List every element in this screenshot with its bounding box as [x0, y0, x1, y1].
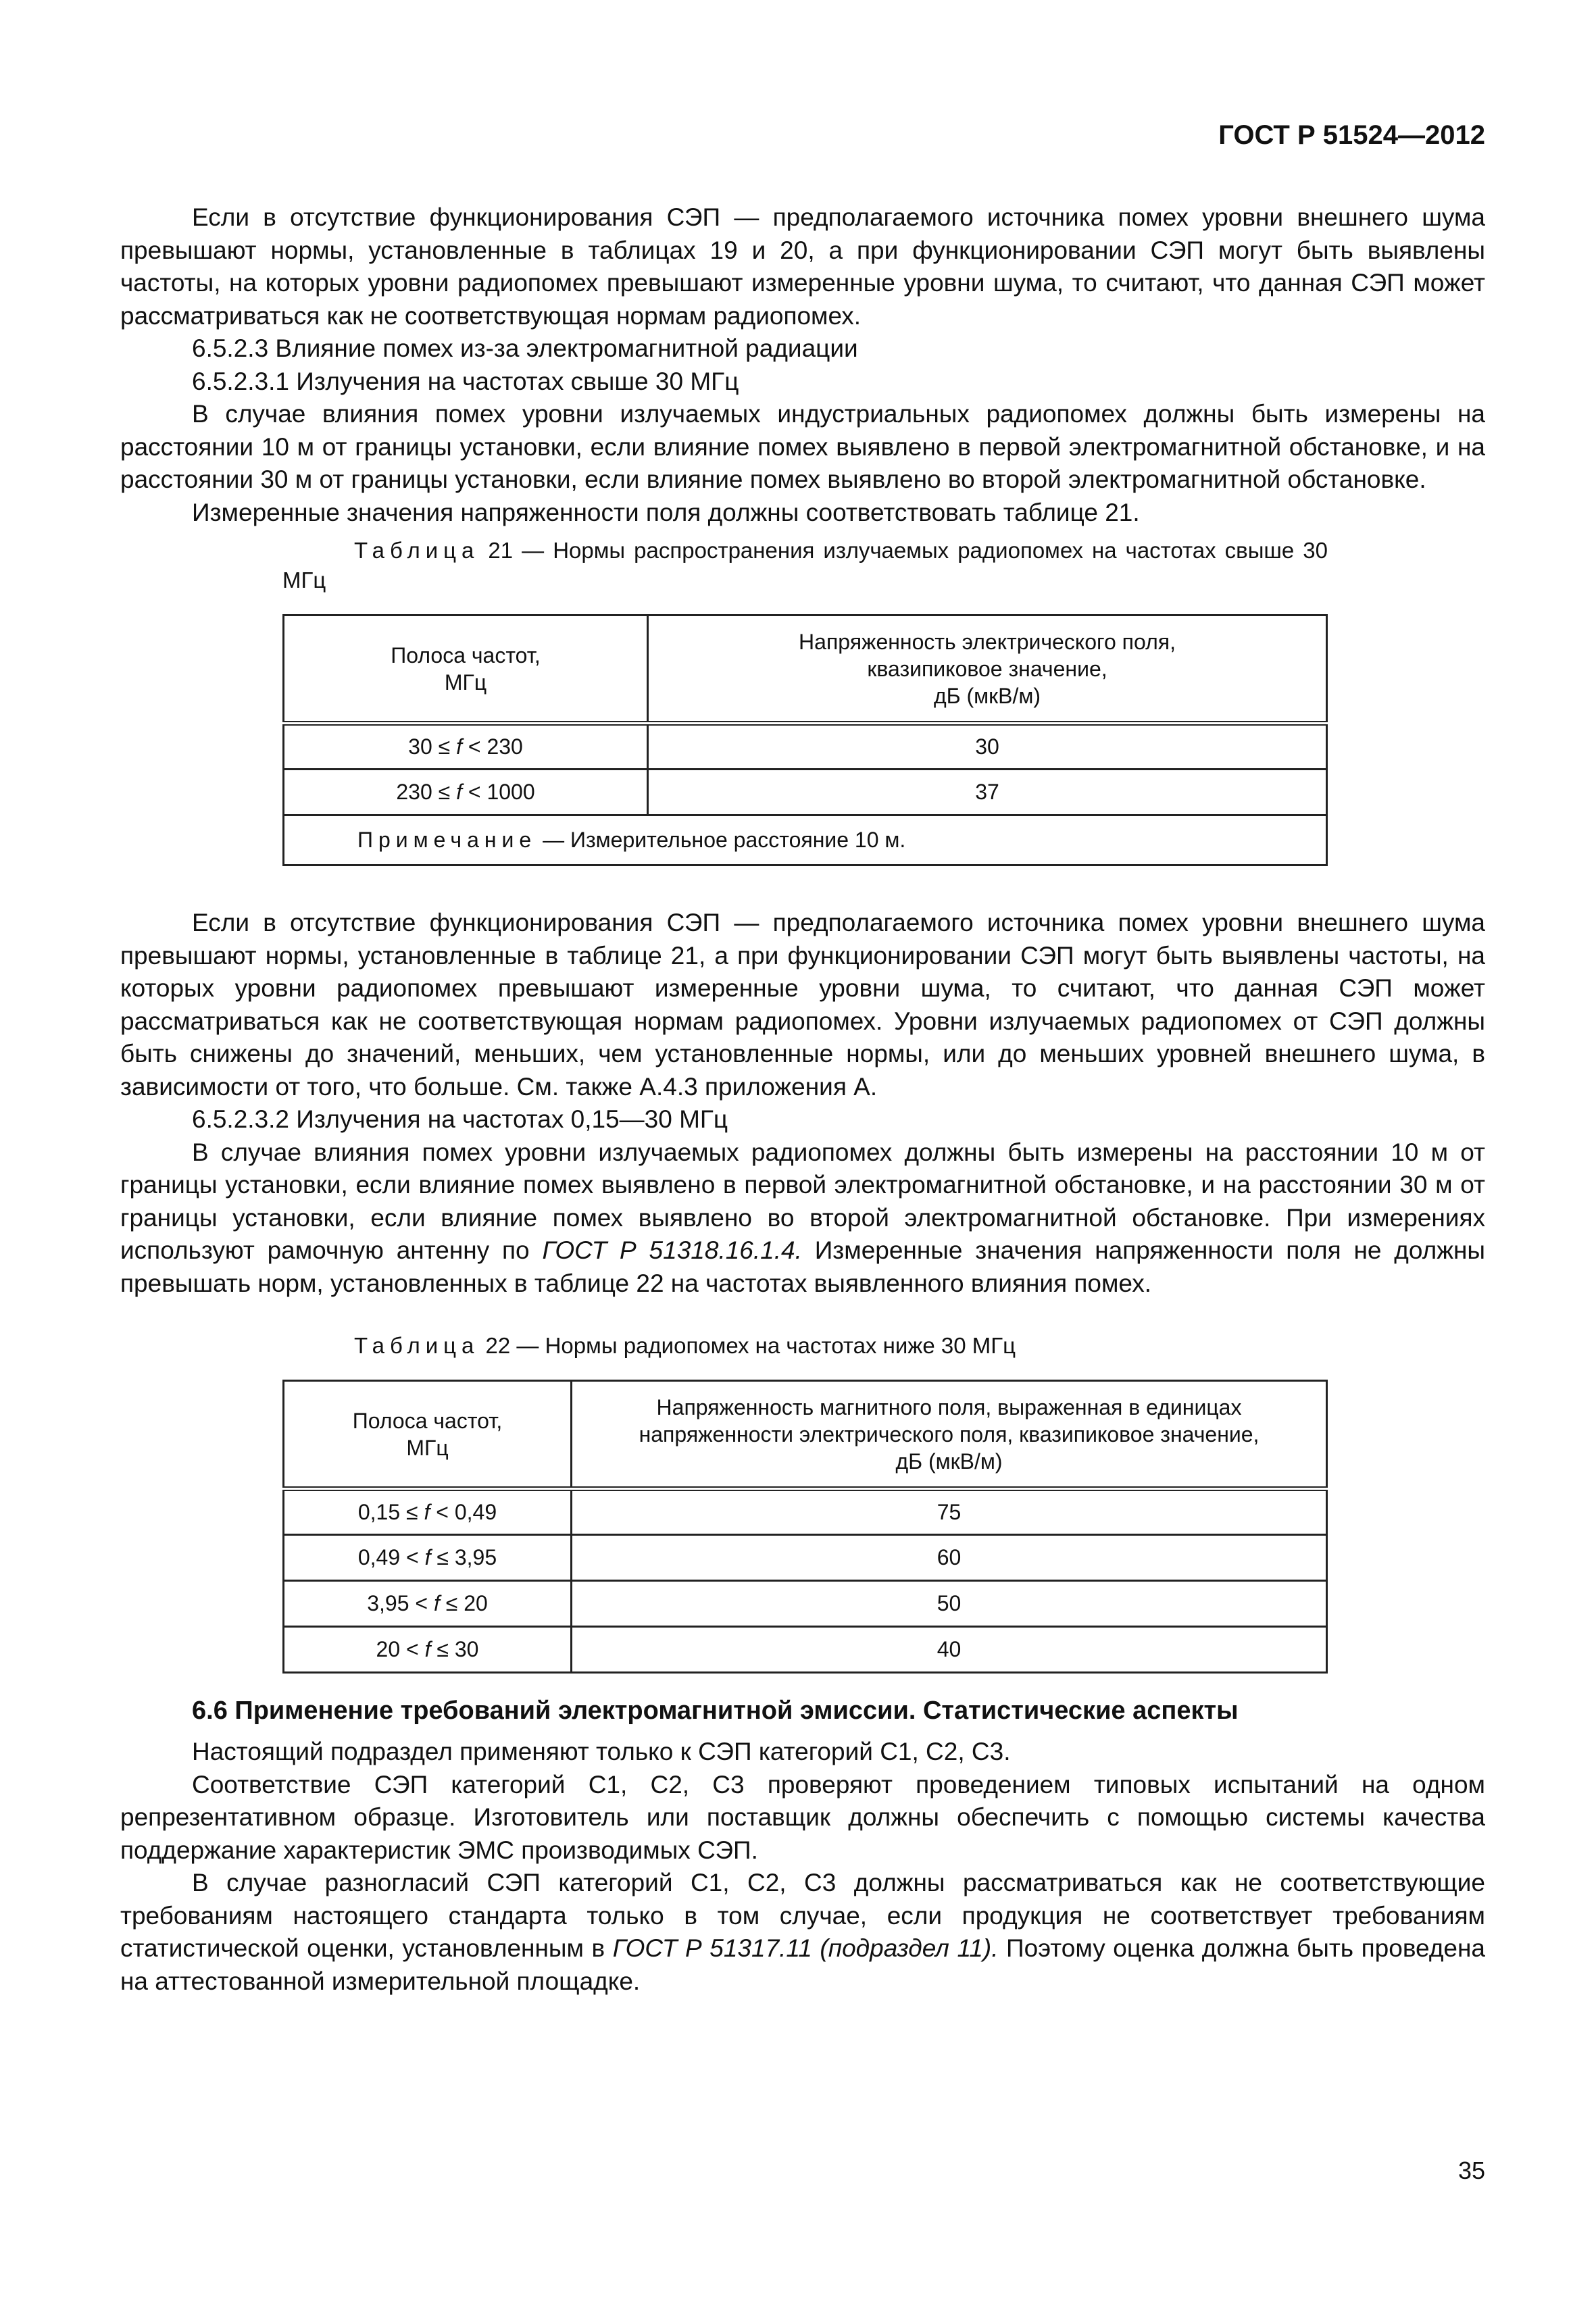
document-header: ГОСТ Р 51524—2012 — [1218, 120, 1485, 150]
header-cell-frequency-band: Полоса частот, МГц — [284, 1381, 572, 1489]
paragraph: Измеренные значения напряженности поля должны соответствовать таблице 21. — [192, 498, 1140, 526]
frequency-range-cell: 0,15 ≤ f < 0,49 — [284, 1489, 572, 1535]
paragraph: Если в отсутствие функционирования СЭП — предполагаемого источника помех уровни внешнего шума превышают нормы, установленные в таблицах 19 и 20, а при функционировании СЭП могут быть выявлены частоты, на которых уровни радиопомех превышают измеренные уровни шума, то считают, что данная СЭП может рассматриваться как не соответствующая нормам радиопомех. — [120, 203, 1485, 330]
standard-reference: ГОСТ Р 51317.11 (подраздел 11). — [612, 1934, 999, 1962]
table-row — [284, 1627, 1327, 1673]
section-heading-6-5-2-3-1: 6.5.2.3.1 Излучения на частотах свыше 30 МГц — [192, 367, 739, 395]
table-header-row — [284, 615, 1327, 724]
page-body — [120, 201, 1485, 1998]
value-cell: 40 — [572, 1627, 1327, 1673]
frequency-range-cell: 30 ≤ f < 230 — [284, 724, 648, 770]
frequency-range-cell: 20 < f ≤ 30 — [284, 1627, 572, 1673]
table-22 — [282, 1380, 1328, 1674]
table-note-cell: Примечание — Измерительное расстояние 10 м. — [284, 815, 1327, 865]
value-cell: 50 — [572, 1581, 1327, 1627]
frequency-range-cell: 230 ≤ f < 1000 — [284, 770, 648, 815]
table-row — [284, 724, 1327, 770]
header-cell-field-strength: Напряженность электрического поля, квазипиковое значение, дБ (мкВ/м) — [648, 615, 1327, 724]
frequency-range-cell: 3,95 < f ≤ 20 — [284, 1581, 572, 1627]
section-heading-6-5-2-3-2: 6.5.2.3.2 Излучения на частотах 0,15—30 МГц — [192, 1105, 728, 1133]
paragraph: Настоящий подраздел применяют только к СЭП категорий С1, С2, С3. — [192, 1738, 1011, 1765]
table-21 — [282, 614, 1328, 866]
table-row — [284, 1535, 1327, 1581]
table-21-caption: Таблица 21 — Нормы распространения излучаемых радиопомех на частотах свыше 30 МГц — [282, 538, 1328, 593]
paragraph: В случае разногласий СЭП категорий С1, С2, С3 должны рассматриваться как не соответствующие требованиям настоящего стандарта только в том случае, если продукция не соответствует требованиям статистической оценки, установленным в ГОСТ Р 51317.11 (подраздел 11). Поэтому оценка должна быть проведена на аттестованной измерительной площадке. — [120, 1869, 1486, 1995]
paragraph: В случае влияния помех уровни излучаемых радиопомех должны быть измерены на расстоянии 10 м от границы установки, если влияние помех выявлено в первой электромагнитной обстановке, и на расстоянии 30 м от границы установки, если влияние помех выявлено во второй электромагнитной обстановке. При измерениях используют рамочную антенну по ГОСТ Р 51318.16.1.4. Измеренные значения напряженности поля не должны превышать норм, установленных в таблице 22 на частотах выявленного влияния помех. — [120, 1138, 1485, 1297]
value-cell: 75 — [572, 1489, 1327, 1535]
table-note-row — [284, 815, 1327, 865]
header-cell-frequency-band: Полоса частот, МГц — [284, 615, 648, 724]
table-row — [284, 770, 1327, 815]
paragraph: В случае влияния помех уровни излучаемых индустриальных радиопомех должны быть измерены на расстоянии 10 м от границы установки, если влияние помех выявлено в первой электромагнитной обстановке, и на расстоянии 30 м от границы установки, если влияние помех выявлено во второй электромагнитной обстановке. — [120, 400, 1485, 493]
table-row — [284, 1489, 1327, 1535]
header-cell-field-strength: Напряженность магнитного поля, выраженная в единицах напряженности электрического поля, квазипиковое значение, дБ (мкВ/м) — [572, 1381, 1327, 1489]
frequency-range-cell: 0,49 < f ≤ 3,95 — [284, 1535, 572, 1581]
standard-reference: ГОСТ Р 51318.16.1.4. — [542, 1236, 802, 1264]
value-cell: 37 — [648, 770, 1327, 815]
page-number: 35 — [1457, 2157, 1485, 2184]
table-22-block — [282, 1331, 1328, 1674]
table-22-caption: Таблица 22 — Нормы радиопомех на частотах ниже 30 МГц — [354, 1333, 1016, 1358]
value-cell: 60 — [572, 1535, 1327, 1581]
section-heading-6-5-2-3: 6.5.2.3 Влияние помех из-за электромагнитной радиации — [192, 334, 858, 362]
table-header-row — [284, 1381, 1327, 1489]
section-heading-6-6: 6.6 Применение требований электромагнитной эмиссии. Статистические аспекты — [192, 1696, 1239, 1725]
paragraph: Соответствие СЭП категорий С1, С2, С3 проверяют проведением типовых испытаний на одном репрезентативном образце. Изготовитель или поставщик должны обеспечить с помощью системы качества поддержание характеристик ЭМС производимых СЭП. — [120, 1770, 1485, 1864]
paragraph: Если в отсутствие функционирования СЭП — предполагаемого источника помех уровни внешнего шума превышают нормы, установленные в таблице 21, а при функционировании СЭП могут быть выявлены частоты, на которых уровни радиопомех превышают измеренные уровни шума, то считают, что данная СЭП может рассматриваться как не соответствующая нормам радиопомех. Уровни излучаемых радиопомех от СЭП должны быть снижены до значений, меньших, чем установленные нормы, или до меньших уровней внешнего шума, в зависимости от того, что больше. См. также А.4.3 приложения А. — [120, 909, 1485, 1101]
table-21-block — [282, 536, 1328, 866]
table-row — [284, 1581, 1327, 1627]
value-cell: 30 — [648, 724, 1327, 770]
